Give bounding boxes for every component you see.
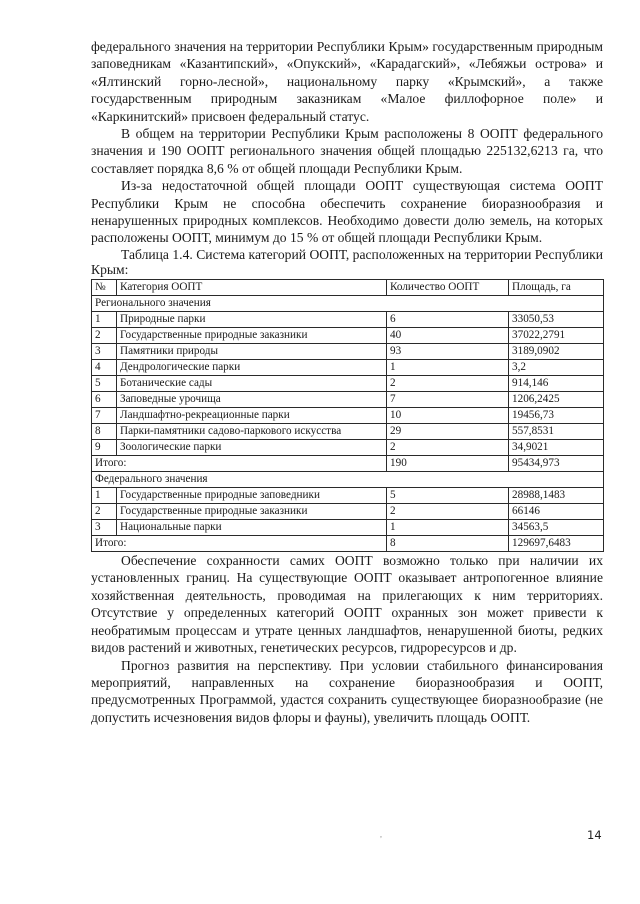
section-label-regional: Регионального значения	[92, 296, 604, 312]
table-header-row	[92, 280, 604, 296]
section-row-federal	[92, 472, 604, 488]
stray-mark: ,	[380, 830, 382, 839]
row-count: 5	[387, 488, 509, 504]
paragraph-oopt-insufficiency: Из-за недостаточной общей площади ООПТ существующая система ООПТ Республики Крым не способна обеспечить сохранение биоразнообразия и ненарушенных природных комплексов. Необходимо довести долю земель, на которых расположены ООПТ, минимум до 15 % от общей площади Республики Крым.	[91, 178, 603, 246]
row-count: 2	[387, 504, 509, 520]
row-number: 8	[92, 424, 117, 440]
table-row	[92, 408, 604, 424]
row-category: Государственные природные заказники	[117, 328, 387, 344]
section-row-regional	[92, 296, 604, 312]
row-area: 1206,2425	[509, 392, 604, 408]
row-area: 34,9021	[509, 440, 604, 456]
row-category: Парки-памятники садово-паркового искусства	[117, 424, 387, 440]
total-count: 8	[387, 536, 509, 552]
document-page	[91, 38, 603, 726]
row-count: 29	[387, 424, 509, 440]
header-number: №	[92, 280, 117, 296]
table-row	[92, 344, 604, 360]
table-row	[92, 520, 604, 536]
table-row	[92, 312, 604, 328]
row-count: 7	[387, 392, 509, 408]
row-count: 1	[387, 520, 509, 536]
row-area: 914,146	[509, 376, 604, 392]
row-count: 93	[387, 344, 509, 360]
row-area: 28988,1483	[509, 488, 604, 504]
table-caption: Таблица 1.4. Система категорий ООПТ, расположенных на территории Республики Крым:	[91, 246, 603, 278]
row-number: 7	[92, 408, 117, 424]
row-area: 34563,5	[509, 520, 604, 536]
total-area: 95434,973	[509, 456, 604, 472]
table-row	[92, 392, 604, 408]
row-number: 3	[92, 344, 117, 360]
paragraph-oopt-count: В общем на территории Республики Крым расположены 8 ООПТ федерального значения и 190 ООПТ регионального значения общей площадью 225132,6213 га, что составляет порядка 8,6 % от общей площади Республики Крым.	[91, 126, 603, 176]
row-number: 2	[92, 504, 117, 520]
row-category: Национальные парки	[117, 520, 387, 536]
table-row	[92, 360, 604, 376]
row-area: 3189,0902	[509, 344, 604, 360]
row-category: Ботанические сады	[117, 376, 387, 392]
row-area: 66146	[509, 504, 604, 520]
header-category: Категория ООПТ	[117, 280, 387, 296]
row-number: 5	[92, 376, 117, 392]
row-number: 1	[92, 312, 117, 328]
table-row	[92, 328, 604, 344]
total-row-regional	[92, 456, 604, 472]
row-category: Дендрологические парки	[117, 360, 387, 376]
row-category: Государственные природные заказники	[117, 504, 387, 520]
row-number: 3	[92, 520, 117, 536]
total-label: Итого:	[92, 536, 387, 552]
total-label: Итого:	[92, 456, 387, 472]
paragraph-forecast: Прогноз развития на перспективу. При условии стабильного финансирования мероприятий, направленных на сохранение биоразнообразия и ООПТ, предусмотренных Программой, удастся сохранить существующее биоразнообразие (не допустить исчезновения видов флоры и фауны), увеличить площадь ООПТ.	[91, 657, 603, 725]
total-area: 129697,6483	[509, 536, 604, 552]
header-area: Площадь, га	[509, 280, 604, 296]
header-count: Количество ООПТ	[387, 280, 509, 296]
table-row	[92, 376, 604, 392]
paragraph-boundaries: Обеспечение сохранности самих ООПТ возможно только при наличии их установленных границ. На существующие ООПТ оказывает антропогенное влияние хозяйственная деятельность, проводимая на прилегающих к ним территориях. Отсутствие у определенных категорий ООПТ охранных зон может привести к необратимым процессам и утрате ценных ландшафтов, ненарушенной биоты, редких видов растений и животных, генетических ресурсов, гидроресурсов и др.	[91, 553, 603, 656]
table-row	[92, 424, 604, 440]
row-category: Ландшафтно-рекреационные парки	[117, 408, 387, 424]
row-count: 2	[387, 440, 509, 456]
row-category: Зоологические парки	[117, 440, 387, 456]
row-number: 4	[92, 360, 117, 376]
row-number: 6	[92, 392, 117, 408]
table-row	[92, 440, 604, 456]
row-area: 37022,2791	[509, 328, 604, 344]
row-count: 2	[387, 376, 509, 392]
row-number: 1	[92, 488, 117, 504]
row-category: Государственные природные заповедники	[117, 488, 387, 504]
row-number: 2	[92, 328, 117, 344]
table-row	[92, 488, 604, 504]
row-count: 10	[387, 408, 509, 424]
row-category: Природные парки	[117, 312, 387, 328]
row-count: 1	[387, 360, 509, 376]
row-count: 40	[387, 328, 509, 344]
row-category: Заповедные урочища	[117, 392, 387, 408]
section-label-federal: Федерального значения	[92, 472, 604, 488]
row-area: 33050,53	[509, 312, 604, 328]
paragraph-intro-continuation: федерального значения на территории Республики Крым» государственным природным заповедникам «Казантипский», «Опукский», «Карадагский», «Лебяжьи острова» и «Ялтинский горно-лесной», национальному парку «Крымский», а также государственным природным заказникам «Малое филлофорное поле» и «Каркинитский» присвоен федеральный статус.	[91, 39, 603, 124]
total-row-federal	[92, 536, 604, 552]
row-area: 3,2	[509, 360, 604, 376]
row-number: 9	[92, 440, 117, 456]
page-number: 14	[587, 828, 602, 842]
row-area: 557,8531	[509, 424, 604, 440]
oopt-categories-table	[91, 279, 604, 552]
table-row	[92, 504, 604, 520]
row-area: 19456,73	[509, 408, 604, 424]
row-count: 6	[387, 312, 509, 328]
total-count: 190	[387, 456, 509, 472]
row-category: Памятники природы	[117, 344, 387, 360]
